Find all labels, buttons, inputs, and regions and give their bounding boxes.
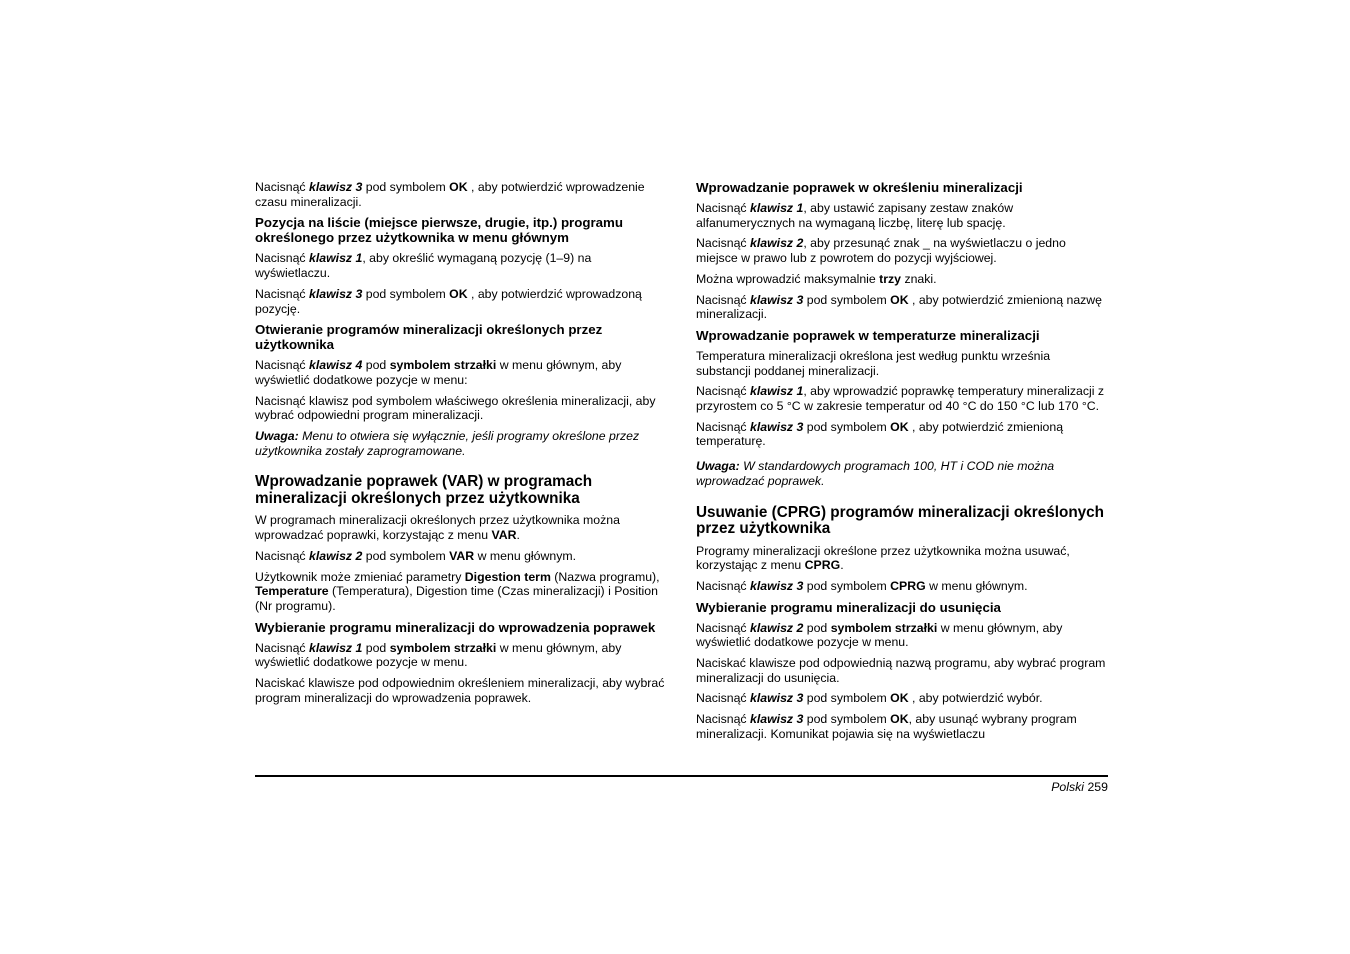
page-number: 259 [1087,780,1108,794]
paragraph: Nacisnąć klawisz 3 pod symbolem OK, aby usunąć wybrany program mineralizacji. Komunikat pojawia się na wyświetlaczu [696,712,1077,741]
page-footer [1051,780,1108,795]
note: Uwaga: W standardowych programach 100, HT i COD nie można wprowadzać poprawek. [696,459,1055,488]
paragraph: Nacisnąć klawisz pod symbolem właściwego określenia mineralizacji, aby wybrać odpowiedni program mineralizacji. [255,393,656,423]
right-column [696,180,1108,748]
paragraph: Nacisnąć klawisz 2 pod symbolem VAR w menu głównym. [255,548,577,563]
left-column [255,180,667,711]
paragraph: Nacisnąć klawisz 3 pod symbolem OK , aby potwierdzić wprowadzoną pozycję. [255,286,642,316]
paragraph: Nacisnąć klawisz 1, aby określić wymaganą pozycję (1–9) na wyświetlaczu. [255,251,592,281]
subheading-open-programs: Otwieranie programów mineralizacji określonych przez użytkownika [255,322,603,353]
paragraph: Nacisnąć klawisz 3 pod symbolem OK , aby potwierdzić wprowadzenie czasu mineralizacji. [255,180,645,209]
section-heading-cprg: Usuwanie (CPRG) programów mineralizacji określonych przez użytkownika [696,503,1105,538]
subheading-name-edit: Wprowadzanie poprawek w określeniu mineralizacji [696,180,1023,195]
subheading-select-program: Wybieranie programu mineralizacji do wprowadzenia poprawek [255,619,656,635]
footer-language: Polski [1051,780,1085,794]
paragraph: Nacisnąć klawisz 4 pod symbolem strzałki w menu głównym, aby wyświetlić dodatkowe pozycje w menu: [255,358,622,387]
paragraph: Nacisnąć klawisz 3 pod symbolem CPRG w menu głównym. [696,578,1028,593]
section-heading-var: Wprowadzanie poprawek (VAR) w programach mineralizacji określonych przez użytkownika [255,473,593,507]
paragraph: W programach mineralizacji określonych przez użytkownika można wprowadzać poprawki, korzystając z menu VAR. [255,513,620,543]
paragraph: Użytkownik może zmieniać parametry Digestion term (Nazwa programu), Temperature (Temperatura), Digestion time (Czas mineralizacji) i Position (Nr programu). [255,569,660,613]
paragraph: Nacisnąć klawisz 1 pod symbolem strzałki w menu głównym, aby wyświetlić dodatkowe pozycje w menu. [255,640,622,670]
paragraph: Temperatura mineralizacji określona jest według punktu września substancji poddanej mineralizacji. [696,348,1051,378]
subheading-select-delete: Wybieranie programu mineralizacji do usunięcia [696,599,1001,615]
paragraph: Programy mineralizacji określone przez użytkownika można usuwać, korzystając z menu CPRG. [696,543,1070,573]
paragraph: Nacisnąć klawisz 3 pod symbolem OK , aby potwierdzić zmienioną nazwę mineralizacji. [696,292,1103,322]
subheading-temperature-edit: Wprowadzanie poprawek w temperaturze mineralizacji [696,327,1040,343]
paragraph: Nacisnąć klawisz 2 pod symbolem strzałki w menu głównym, aby wyświetlić dodatkowe pozycje w menu. [696,620,1063,650]
subheading-list-position: Pozycja na liście (miejsce pierwsze, drugie, itp.) programu określonego przez użytkownika w menu głównym [255,215,623,246]
paragraph: Można wprowadzić maksymalnie trzy znaki. [696,271,937,286]
paragraph: Naciskać klawisze pod odpowiednim określeniem mineralizacji, aby wybrać program mineralizacji do wprowadzenia poprawek. [255,676,665,705]
paragraph: Nacisnąć klawisz 1, aby wprowadzić poprawkę temperatury mineralizacji z przyrostem co 5 °C w zakresie temperatur od 40 °C do 150 °C lub 170 °C. [696,384,1105,414]
paragraph: Nacisnąć klawisz 1, aby ustawić zapisany zestaw znaków alfanumerycznych na wymaganą liczbę, literę lub spację. [696,201,1014,230]
footer-divider [255,775,1108,777]
paragraph: Naciskać klawisze pod odpowiednią nazwą programu, aby wybrać program mineralizacji do usunięcia. [696,656,1106,685]
note: Uwaga: Menu to otwiera się wyłącznie, jeśli programy określone przez użytkownika zostały zaprogramowane. [255,429,640,458]
paragraph: Nacisnąć klawisz 3 pod symbolem OK , aby potwierdzić zmienioną temperaturę. [696,419,1064,449]
paragraph: Nacisnąć klawisz 2, aby przesunąć znak _ na wyświetlaczu o jedno miejsce w prawo lub z powrotem do pozycji wyjściowej. [696,236,1066,266]
paragraph: Nacisnąć klawisz 3 pod symbolem OK , aby potwierdzić wybór. [696,691,1043,706]
